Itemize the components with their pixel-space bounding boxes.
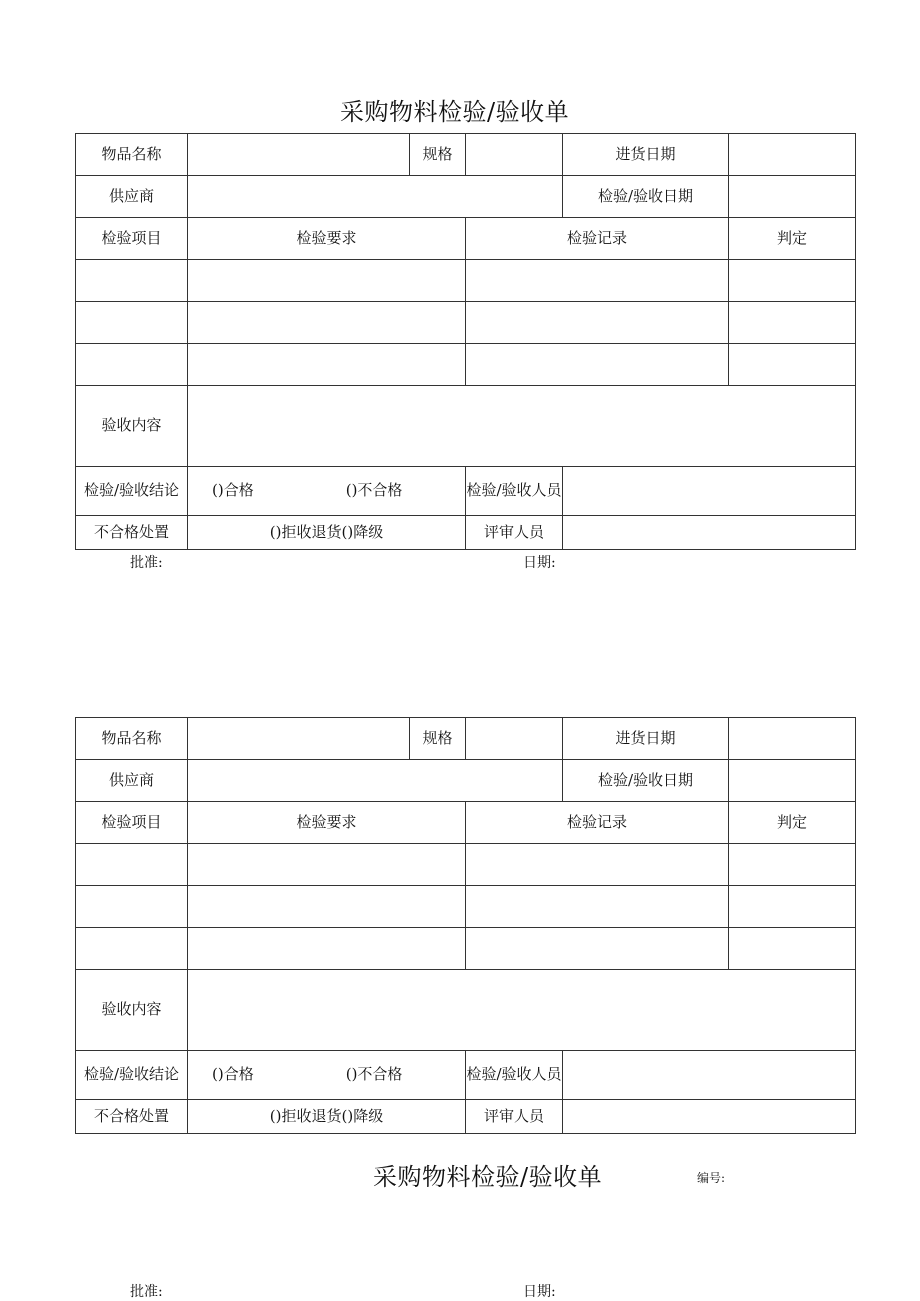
item-name-field[interactable] (188, 134, 410, 176)
item-name-field[interactable] (188, 718, 410, 760)
inspection-form-2 (75, 717, 856, 1134)
inspect-requirement-cell[interactable] (188, 844, 466, 886)
inspect-item-header: 检验项目 (76, 802, 188, 844)
supplier-label: 供应商 (76, 176, 188, 218)
reviewer-field[interactable] (563, 1100, 856, 1134)
inspection-form-1 (75, 133, 856, 550)
supplier-label: 供应商 (76, 760, 188, 802)
disposition-options[interactable]: ()拒收退货()降级 (188, 1100, 466, 1134)
table-row (76, 844, 856, 886)
arrival-date-field[interactable] (729, 134, 856, 176)
spec-label: 规格 (410, 134, 466, 176)
inspect-requirement-cell[interactable] (188, 928, 466, 970)
reviewer-field[interactable] (563, 516, 856, 550)
spec-label: 规格 (410, 718, 466, 760)
serial-number-label: 编号: (697, 1171, 726, 1185)
inspect-item-cell[interactable] (76, 886, 188, 928)
inspector-label: 检验/验收人员 (466, 467, 563, 516)
acceptance-content-label: 验收内容 (76, 970, 188, 1051)
arrival-date-field[interactable] (729, 718, 856, 760)
reviewer-label: 评审人员 (466, 516, 563, 550)
judgement-cell[interactable] (729, 344, 856, 386)
judgement-cell[interactable] (729, 302, 856, 344)
inspect-requirement-cell[interactable] (188, 886, 466, 928)
inspect-record-cell[interactable] (466, 260, 729, 302)
inspect-item-cell[interactable] (76, 344, 188, 386)
fail-checkbox[interactable]: ()不合格 (345, 481, 403, 500)
inspect-item-cell[interactable] (76, 260, 188, 302)
inspect-record-header: 检验记录 (466, 218, 729, 260)
inspect-record-cell[interactable] (466, 886, 729, 928)
judgement-cell[interactable] (729, 928, 856, 970)
judgement-header: 判定 (729, 802, 856, 844)
conclusion-options (188, 467, 466, 516)
inspect-record-cell[interactable] (466, 928, 729, 970)
judgement-cell[interactable] (729, 844, 856, 886)
date-label-repeat: 日期: (523, 1284, 556, 1300)
acceptance-content-field[interactable] (188, 970, 856, 1051)
inspect-item-cell[interactable] (76, 844, 188, 886)
acceptance-content-field[interactable] (188, 386, 856, 467)
reviewer-label: 评审人员 (466, 1100, 563, 1134)
inspection-date-label: 检验/验收日期 (563, 176, 729, 218)
inspection-date-label: 检验/验收日期 (563, 760, 729, 802)
inspect-requirement-cell[interactable] (188, 344, 466, 386)
judgement-cell[interactable] (729, 886, 856, 928)
arrival-date-label: 进货日期 (563, 718, 729, 760)
item-name-label: 物品名称 (76, 718, 188, 760)
table-row (76, 260, 856, 302)
conclusion-options (188, 1051, 466, 1100)
nonconformance-label: 不合格处置 (76, 516, 188, 550)
inspect-record-cell[interactable] (466, 302, 729, 344)
judgement-header: 判定 (729, 218, 856, 260)
table-row (76, 928, 856, 970)
inspector-label: 检验/验收人员 (466, 1051, 563, 1100)
inspect-item-header: 检验项目 (76, 218, 188, 260)
approve-label-repeat: 批准: (130, 1284, 163, 1300)
supplier-field[interactable] (188, 176, 563, 218)
conclusion-label: 检验/验收结论 (76, 1051, 188, 1100)
inspect-requirement-cell[interactable] (188, 260, 466, 302)
judgement-cell[interactable] (729, 260, 856, 302)
inspect-item-cell[interactable] (76, 302, 188, 344)
disposition-options[interactable]: ()拒收退货()降级 (188, 516, 466, 550)
spec-field[interactable] (466, 134, 563, 176)
inspect-record-cell[interactable] (466, 844, 729, 886)
conclusion-label: 检验/验收结论 (76, 467, 188, 516)
inspect-requirement-header: 检验要求 (188, 218, 466, 260)
pass-checkbox[interactable]: ()合格 (212, 481, 254, 500)
inspection-date-field[interactable] (729, 760, 856, 802)
pass-checkbox[interactable]: ()合格 (212, 1065, 254, 1084)
table-row (76, 302, 856, 344)
spec-field[interactable] (466, 718, 563, 760)
inspect-record-cell[interactable] (466, 344, 729, 386)
inspect-item-cell[interactable] (76, 928, 188, 970)
supplier-field[interactable] (188, 760, 563, 802)
inspect-requirement-header: 检验要求 (188, 802, 466, 844)
acceptance-content-label: 验收内容 (76, 386, 188, 467)
nonconformance-label: 不合格处置 (76, 1100, 188, 1134)
arrival-date-label: 进货日期 (563, 134, 729, 176)
inspection-date-field[interactable] (729, 176, 856, 218)
inspect-requirement-cell[interactable] (188, 302, 466, 344)
date-label: 日期: (523, 555, 556, 571)
inspect-record-header: 检验记录 (466, 802, 729, 844)
table-row (76, 886, 856, 928)
approve-label: 批准: (130, 555, 163, 571)
table-row (76, 344, 856, 386)
document-title-repeat: 采购物料检验/验收单 (373, 1163, 603, 1191)
item-name-label: 物品名称 (76, 134, 188, 176)
document-title: 采购物料检验/验收单 (340, 98, 570, 126)
fail-checkbox[interactable]: ()不合格 (345, 1065, 403, 1084)
inspector-field[interactable] (563, 1051, 856, 1100)
inspector-field[interactable] (563, 467, 856, 516)
